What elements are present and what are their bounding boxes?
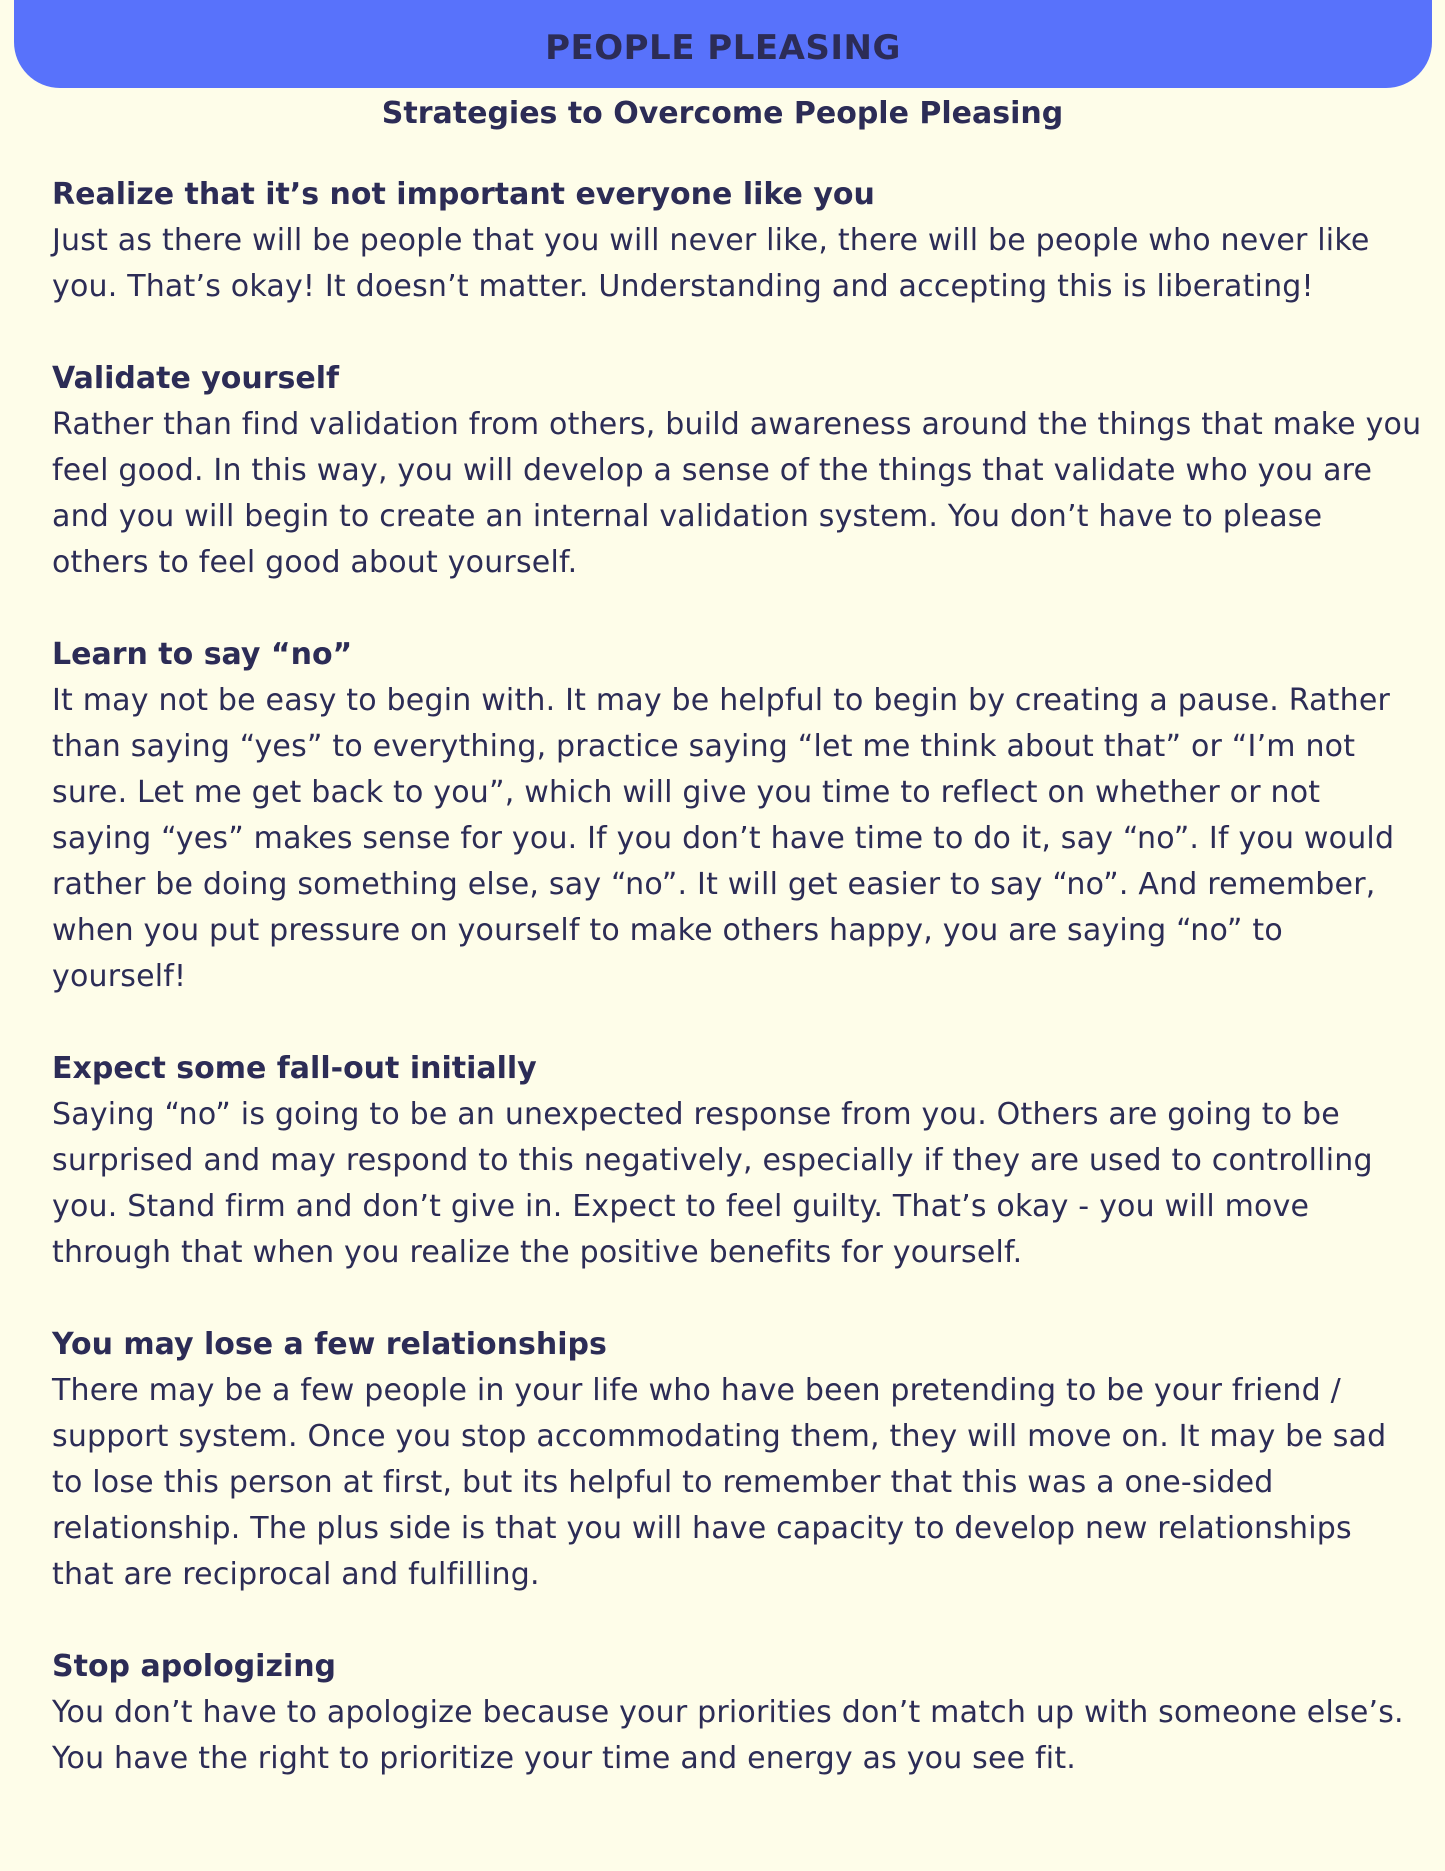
section-body: It may not be easy to begin with. It may be helpful to begin by creating a pause. Rather than saying “yes” to everything, practice saying “let me think about that” or “I’m not sure. Let me get back to you”, which will give you time to reflect on whether or not saying “yes” makes sense for you. If you don’t have time to do it, say “no”. If you would rather be doing something else, say “no”. It will get easier to say “no”. And remember, when you put pressure on yourself to make others happy, you are saying “no” to yourself! — [52, 683, 1395, 994]
section-fall-out — [52, 1046, 1422, 1276]
section-heading: Validate yourself — [52, 361, 340, 396]
section-body: There may be a few people in your life who have been pretending to be your friend / support system. Once you stop accommodating them, they will move on. It may be sad to lose this person at first, but its helpful to remember that this was a one-sided relationship. The plus side is that you will have capacity to develop new relationships that are reciprocal and fulfilling. — [52, 1373, 1387, 1592]
section-realize — [52, 172, 1422, 310]
section-relationships — [52, 1322, 1422, 1598]
section-body: Just as there will be people that you will never like, there will be people who never like you. That’s okay! It doesn’t matter. Understanding and accepting this is liberating! — [52, 223, 1370, 304]
section-heading: Realize that it’s not important everyone like you — [52, 177, 875, 212]
page-subtitle: Strategies to Overcome People Pleasing — [381, 96, 1064, 131]
section-stop-apologizing — [52, 1644, 1422, 1782]
section-heading: Expect some fall-out initially — [52, 1051, 537, 1086]
section-validate — [52, 356, 1422, 586]
section-body: Saying “no” is going to be an unexpected response from you. Others are going to be surprised and may respond to this negatively, especially if they are used to controlling you. Stand firm and don’t give in. Expect to feel guilty. That’s okay - you will move through that when you realize the positive benefits for yourself. — [52, 1097, 1373, 1270]
section-heading: Stop apologizing — [52, 1649, 337, 1684]
section-heading: Learn to say “no” — [52, 637, 353, 672]
section-heading: You may lose a few relationships — [52, 1327, 607, 1362]
page-title: PEOPLE PLEASING — [545, 28, 901, 68]
content-body — [52, 172, 1422, 1828]
header-banner — [14, 0, 1432, 88]
section-body: Rather than find validation from others, build awareness around the things that make you feel good. In this way, you will develop a sense of the things that validate who you are and you will begin to create an internal validation system. You don’t have to please others to feel good about yourself. — [52, 407, 1422, 580]
section-body: You don’t have to apologize because your priorities don’t match up with someone else’s. You have the right to prioritize your time and energy as you see fit. — [52, 1695, 1404, 1776]
section-say-no — [52, 632, 1422, 1000]
